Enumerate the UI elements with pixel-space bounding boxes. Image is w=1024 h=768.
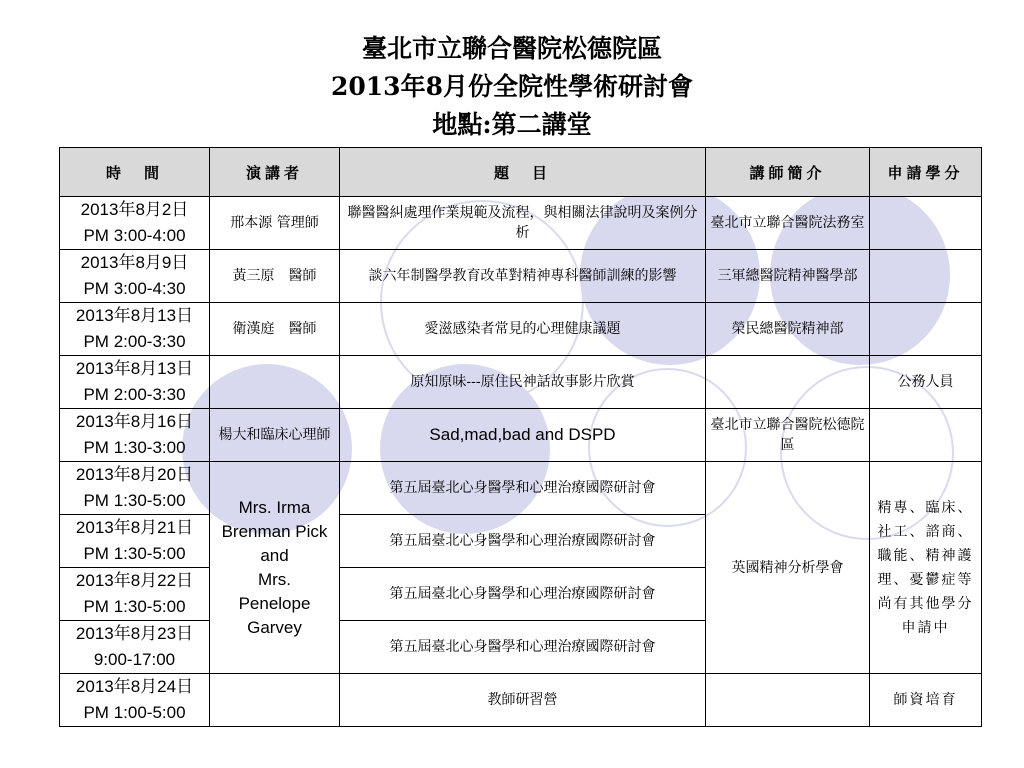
session-date: 2013年8月20日 xyxy=(75,465,194,484)
session-time: PM 1:30-5:00 xyxy=(83,491,186,510)
table-row xyxy=(60,303,982,356)
session-date: 2013年8月23日 xyxy=(75,624,194,643)
session-date: 2013年8月13日 xyxy=(75,359,194,378)
header-speaker: 演講者 xyxy=(210,148,340,197)
bio-cell: 臺北市立聯合醫院法務室 xyxy=(706,197,870,250)
session-time: PM 2:00-3:30 xyxy=(83,332,186,351)
bio-cell: 榮民總醫院精神部 xyxy=(706,303,870,356)
credit-cell xyxy=(870,303,982,356)
speaker-line: Mrs. Irma xyxy=(238,497,311,517)
topic-cell: 第五屆臺北心身醫學和心理治療國際研討會 xyxy=(340,462,706,515)
table-row xyxy=(60,674,982,727)
speaker-cell: 衛漢庭 醫師 xyxy=(210,303,340,356)
title-block xyxy=(0,30,1024,144)
credit-cell: 師資培育 xyxy=(870,674,982,727)
session-time: PM 1:30-5:00 xyxy=(83,597,186,616)
bio-cell: 三軍總醫院精神醫學部 xyxy=(706,250,870,303)
credit-cell xyxy=(870,250,982,303)
session-date: 2013年8月22日 xyxy=(75,571,194,590)
date-time-cell xyxy=(60,197,210,250)
topic-cell: 第五屆臺北心身醫學和心理治療國際研討會 xyxy=(340,621,706,674)
topic-cell: 教師研習營 xyxy=(340,674,706,727)
topic-cell: Sad,mad,bad and DSPD xyxy=(340,409,706,462)
speaker-cell xyxy=(210,356,340,409)
speaker-line: and xyxy=(260,545,289,565)
speaker-cell: 邢本源 管理師 xyxy=(210,197,340,250)
date-time-cell xyxy=(60,462,210,515)
session-time: PM 1:30-3:00 xyxy=(83,438,186,457)
date-time-cell xyxy=(60,409,210,462)
session-time: PM 1:00-5:00 xyxy=(83,703,186,722)
date-time-cell xyxy=(60,356,210,409)
session-date: 2013年8月9日 xyxy=(80,253,189,272)
conference-bio-cell: 英國精神分析學會 xyxy=(706,462,870,674)
table-row xyxy=(60,197,982,250)
header-credit: 申請學分 xyxy=(870,148,982,197)
date-time-cell xyxy=(60,568,210,621)
date-time-cell xyxy=(60,621,210,674)
session-date: 2013年8月16日 xyxy=(75,412,194,431)
speaker-line: Brenman Pick xyxy=(221,521,328,541)
event-title: 2013年8月份全院性學術研討會 xyxy=(331,72,693,101)
header-bio: 講師簡介 xyxy=(706,148,870,197)
conference-credit-cell: 精專、臨床、社工、諮商、職能、精神護理、憂鬱症等尚有其他學分申請中 xyxy=(870,462,982,674)
speaker-line: Penelope xyxy=(238,593,311,613)
session-time: PM 2:00-3:30 xyxy=(83,385,186,404)
session-date: 2013年8月13日 xyxy=(75,306,194,325)
speaker-line: Garvey xyxy=(247,617,302,637)
bio-cell xyxy=(706,674,870,727)
speaker-cell: 楊大和臨床心理師 xyxy=(210,409,340,462)
hospital-title: 臺北市立聯合醫院松德院區 xyxy=(361,34,662,63)
session-date: 2013年8月24日 xyxy=(75,677,194,696)
speaker-line: Mrs. xyxy=(257,569,292,589)
bio-cell xyxy=(706,356,870,409)
table-row xyxy=(60,356,982,409)
date-time-cell xyxy=(60,674,210,727)
topic-cell: 第五屆臺北心身醫學和心理治療國際研討會 xyxy=(340,515,706,568)
session-time: PM 3:00-4:30 xyxy=(83,279,186,298)
topic-cell: 聯醫醫糾處理作業規範及流程，與相關法律說明及案例分析 xyxy=(340,197,706,250)
credit-cell: 公務人員 xyxy=(870,356,982,409)
header-topic: 題 目 xyxy=(340,148,706,197)
session-time: 9:00-17:00 xyxy=(93,650,176,669)
session-date: 2013年8月21日 xyxy=(75,518,194,537)
table-header-row xyxy=(60,148,982,197)
credit-cell xyxy=(870,197,982,250)
bio-cell: 臺北市立聯合醫院松德院區 xyxy=(706,409,870,462)
header-time: 時 間 xyxy=(60,148,210,197)
table-row xyxy=(60,250,982,303)
topic-cell: 談六年制醫學教育改革對精神專科醫師訓練的影響 xyxy=(340,250,706,303)
venue-title: 地點:第二講堂 xyxy=(432,110,592,139)
table-row xyxy=(60,462,982,515)
date-time-cell xyxy=(60,303,210,356)
session-time: PM 1:30-5:00 xyxy=(83,544,186,563)
topic-cell: 愛滋感染者常見的心理健康議題 xyxy=(340,303,706,356)
schedule-table xyxy=(59,147,982,727)
session-date: 2013年8月2日 xyxy=(80,200,189,219)
speaker-cell xyxy=(210,674,340,727)
date-time-cell xyxy=(60,515,210,568)
credit-cell xyxy=(870,409,982,462)
topic-cell: 原知原味---原住民神話故事影片欣賞 xyxy=(340,356,706,409)
speaker-cell: 黃三原 醫師 xyxy=(210,250,340,303)
conference-speaker-cell xyxy=(210,462,340,674)
session-time: PM 3:00-4:00 xyxy=(83,226,186,245)
table-row xyxy=(60,409,982,462)
date-time-cell xyxy=(60,250,210,303)
topic-cell: 第五屆臺北心身醫學和心理治療國際研討會 xyxy=(340,568,706,621)
